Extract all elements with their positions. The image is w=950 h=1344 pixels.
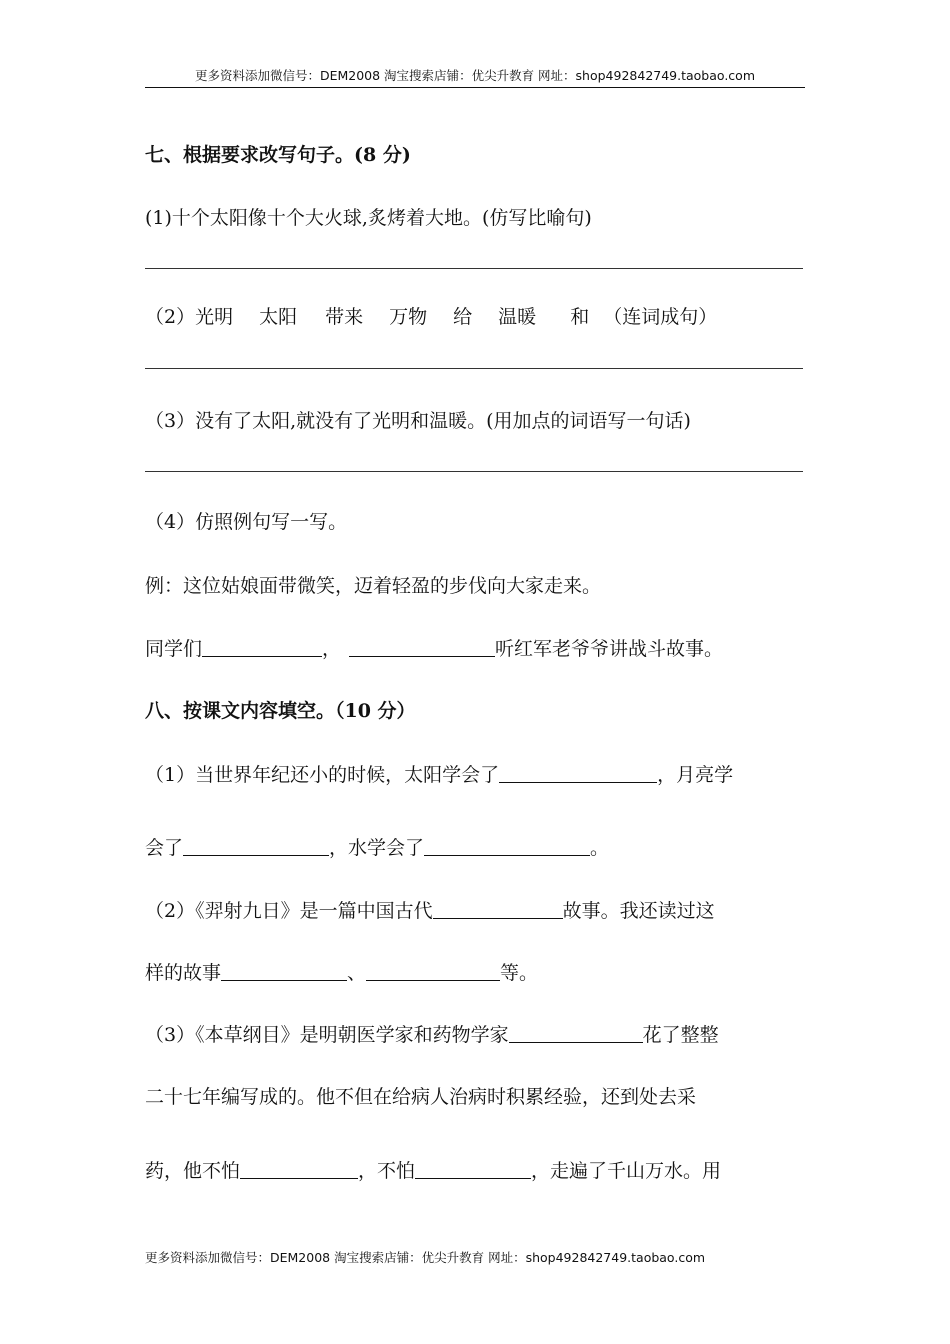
question-8-3-line2: 二十七年编写成的。他不但在给病人治病时积累经验，还到处去采 — [145, 1086, 697, 1108]
question-8-2-line1: （2）《羿射九日》是一篇中国古代 故事。我还读过这 — [145, 900, 715, 922]
word-card: 太阳 — [259, 306, 298, 328]
section-7-title: 七、根据要求改写句子。(8 分) — [145, 144, 411, 166]
answer-line-7-2[interactable] — [145, 368, 803, 369]
fill-blank[interactable] — [183, 837, 329, 856]
question-8-2-line2: 样的故事 、 等。 — [145, 962, 539, 984]
word-card: 光明 — [195, 306, 234, 328]
fill-blank[interactable] — [240, 1160, 358, 1179]
fill-blank[interactable] — [499, 764, 657, 783]
question-8-3-line3: 药，他不怕 ，不怕 ，走遍了千山万水。用 — [145, 1160, 722, 1182]
question-7-4: （4）仿照例句写一写。 — [145, 511, 348, 533]
section-8-title: 八、按课文内容填空。（10 分） — [145, 700, 416, 722]
word-card: 温暖 — [498, 306, 537, 328]
answer-line-7-3[interactable] — [145, 471, 803, 472]
page-footer: 更多资料添加微信号：DEM2008 淘宝搜索店铺：优尖升教育 网址：shop492842749.taobao.com — [145, 1250, 706, 1265]
question-7-2 — [145, 302, 717, 329]
question-7-1: (1)十个太阳像十个大火球,炙烤着大地。(仿写比喻句) — [145, 207, 592, 229]
fill-blank[interactable] — [202, 638, 322, 657]
fill-blank[interactable] — [349, 638, 495, 657]
question-7-2-prefix: （2） — [145, 306, 196, 328]
question-8-1-line1: （1）当世界年纪还小的时候，太阳学会了 ，月亮学 — [145, 764, 734, 786]
fill-blank[interactable] — [424, 837, 590, 856]
example-sentence: 例：这位姑娘面带微笑，迈着轻盈的步伐向大家走来。 — [145, 575, 602, 597]
fill-blank[interactable] — [433, 900, 563, 919]
question-7-3: （3）没有了太阳,就没有了光明和温暖。(用加点的词语写一句话) — [145, 410, 691, 432]
fill-blank[interactable] — [366, 962, 500, 981]
word-card: 带来 — [325, 306, 364, 328]
question-8-1-line2: 会了 ，水学会了 。 — [145, 837, 610, 859]
word-card: 给 — [453, 306, 473, 328]
question-8-3-line1: （3）《本草纲目》是明朝医学家和药物学家 花了整整 — [145, 1024, 719, 1046]
page-header: 更多资料添加微信号：DEM2008 淘宝搜索店铺：优尖升教育 网址：shop492842749.taobao.com — [194, 68, 756, 83]
header-divider — [145, 87, 805, 88]
answer-line-7-1[interactable] — [145, 268, 803, 269]
word-card: 万物 — [389, 306, 428, 328]
imitation-fill-line: 同学们 ， 听红军老爷爷讲战斗故事。 — [145, 638, 724, 660]
fill-blank[interactable] — [221, 962, 347, 981]
word-card: 和 — [570, 306, 590, 328]
question-7-2-suffix: （连词成句） — [603, 306, 718, 328]
fill-blank[interactable] — [509, 1024, 643, 1043]
fill-blank[interactable] — [415, 1160, 531, 1179]
